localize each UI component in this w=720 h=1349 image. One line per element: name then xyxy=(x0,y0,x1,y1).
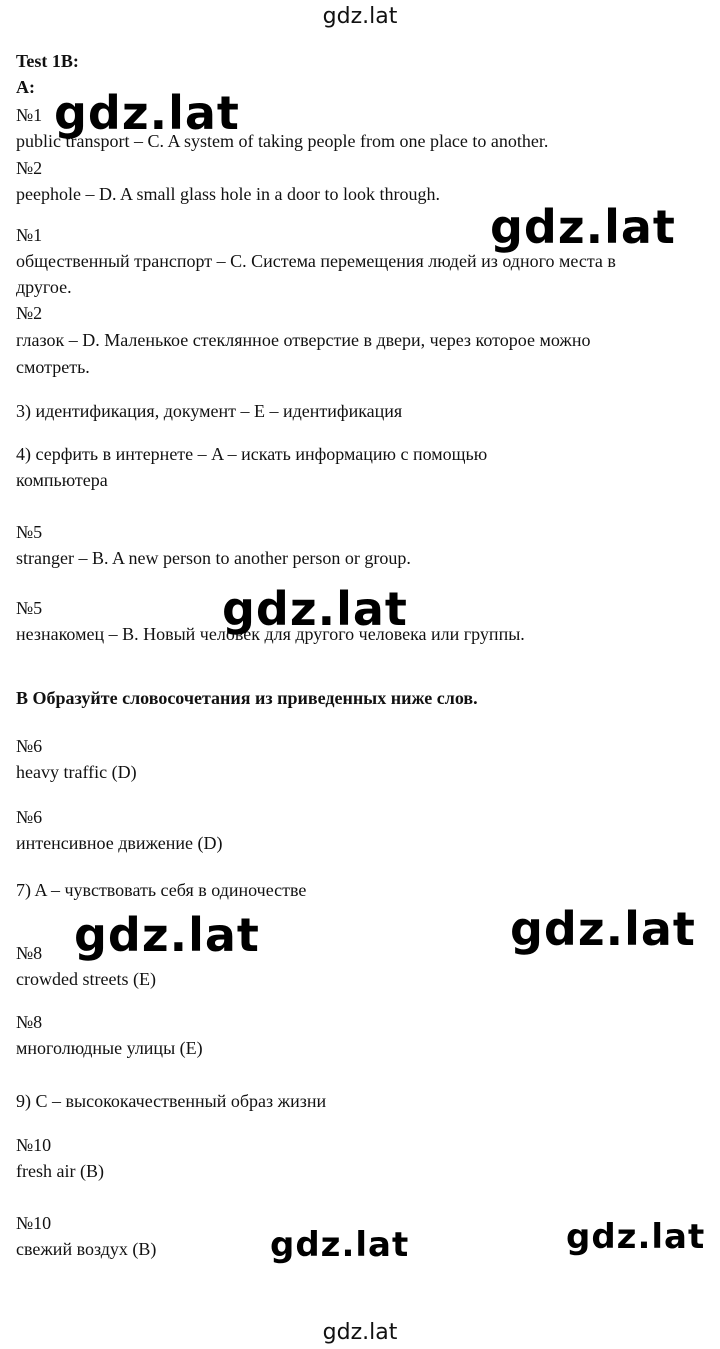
site-header: gdz.lat xyxy=(322,4,398,29)
n8-en-number: №8 xyxy=(16,943,43,963)
item-4-line2: компьютера xyxy=(16,470,108,490)
n1-en-number: №1 xyxy=(16,105,43,125)
n1-ru-text-line1: общественный транспорт – C. Система перемещения людей из одного места в xyxy=(16,251,616,271)
n2-ru-text-line2: смотреть. xyxy=(16,357,90,377)
n5-en-number: №5 xyxy=(16,522,43,542)
n2-en-number: №2 xyxy=(16,158,43,178)
n6-ru-number: №6 xyxy=(16,807,43,827)
watermark: gdz.lat xyxy=(74,908,260,962)
section-a-heading: A: xyxy=(16,77,35,97)
watermark: gdz.lat xyxy=(510,902,696,956)
watermark: gdz.lat xyxy=(222,582,408,636)
n8-ru-number: №8 xyxy=(16,1012,43,1032)
n1-ru-number: №1 xyxy=(16,225,43,245)
n2-ru-text-line1: глазок – D. Маленькое стеклянное отверстие в двери, через которое можно xyxy=(16,330,591,350)
n8-en-text: crowded streets (E) xyxy=(16,969,156,989)
watermark: gdz.lat xyxy=(54,86,240,140)
n1-ru-text-line2: другое. xyxy=(16,277,72,297)
watermark: gdz.lat xyxy=(490,200,676,254)
n5-en-text: stranger – B. A new person to another person or group. xyxy=(16,548,411,568)
n5-ru-number: №5 xyxy=(16,598,43,618)
n5-ru-text: незнакомец – B. Новый человек для другого человека или группы. xyxy=(16,624,525,644)
test-title: Test 1B: xyxy=(16,51,79,71)
item-3: 3) идентификация, документ – E – идентификация xyxy=(16,401,403,421)
item-4-line1: 4) серфить в интернете – A – искать информацию с помощью xyxy=(16,444,488,464)
n6-en-text: heavy traffic (D) xyxy=(16,762,137,782)
watermark: gdz.lat xyxy=(566,1217,706,1257)
n8-ru-text: многолюдные улицы (E) xyxy=(16,1038,203,1058)
n2-ru-number: №2 xyxy=(16,303,43,323)
item-9: 9) C – высококачественный образ жизни xyxy=(16,1091,327,1111)
watermark: gdz.lat xyxy=(270,1225,410,1265)
n10-ru-number: №10 xyxy=(16,1213,52,1233)
n2-en-text: peephole – D. A small glass hole in a door to look through. xyxy=(16,184,440,204)
n10-en-text: fresh air (B) xyxy=(16,1161,104,1181)
section-b-heading: B Образуйте словосочетания из приведенных ниже слов. xyxy=(16,688,478,708)
item-7: 7) A – чувствовать себя в одиночестве xyxy=(16,880,307,900)
n6-ru-text: интенсивное движение (D) xyxy=(16,833,223,853)
n10-en-number: №10 xyxy=(16,1135,52,1155)
n1-en-text: public transport – C. A system of taking people from one place to another. xyxy=(16,131,549,151)
n10-ru-text: свежий воздух (B) xyxy=(16,1239,157,1259)
site-footer: gdz.lat xyxy=(322,1320,398,1345)
n6-en-number: №6 xyxy=(16,736,43,756)
